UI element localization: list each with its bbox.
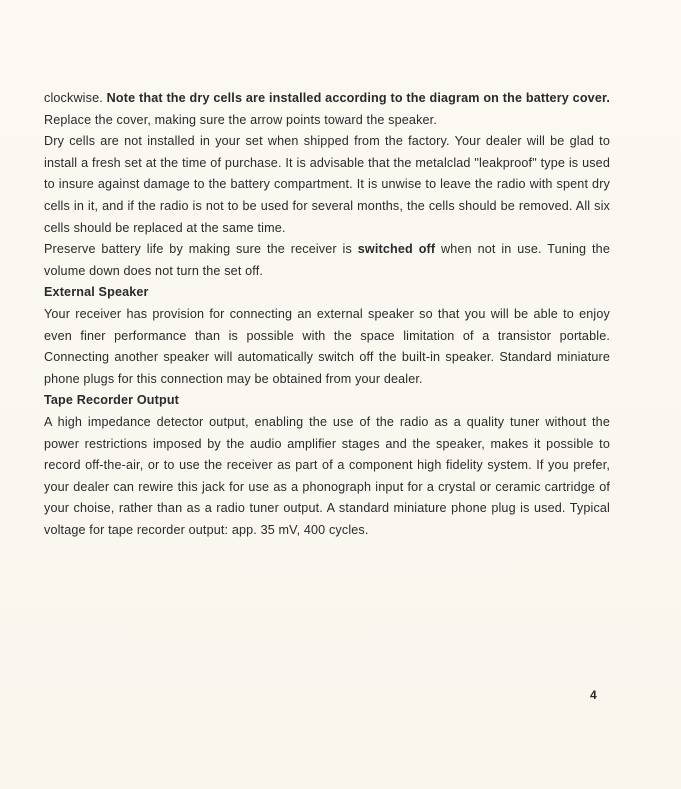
external-speaker-paragraph: Your receiver has provision for connecting an external speaker so that you will be able to enjoy even finer performance than is possible with the space limitation of a transistor portable. Connecting another speaker will automatically switch off the built-in speaker. Standard miniature phone plugs for this connection may be obtained from your dealer. xyxy=(44,306,610,386)
preserve-after-text: when not in use. Tuning the volume down does not turn the set off. xyxy=(44,242,610,278)
battery-install-paragraph xyxy=(44,88,610,131)
preserve-battery-paragraph xyxy=(44,239,610,282)
preserve-before-text: Preserve battery life by making sure the receiver is xyxy=(44,242,352,257)
external-speaker-heading: External Speaker xyxy=(44,285,149,300)
switched-off-emphasis: switched off xyxy=(357,242,436,257)
battery-cover-note: Note that the dry cells are installed according to the diagram on the battery cover. xyxy=(106,91,610,105)
tape-recorder-output-paragraph: A high impedance detector output, enabling the use of the radio as a quality tuner without the power restrictions imposed by the audio amplifier stages and the speaker, makes it possible to record off-the-air, or to use the receiver as part of a component high fidelity system. If you prefer, your dealer can rewire this jack for use as a phonograph input for a crystal or ceramic cartridge of your choise, rather than as a radio tuner output. A standard miniature phone plug is used. Typical voltage for tape recorder output: app. 35 mV, 400 cycles. xyxy=(44,414,610,537)
page-content xyxy=(44,88,610,541)
dry-cells-paragraph: Dry cells are not installed in your set when shipped from the factory. Your dealer will be glad to install a fresh set at the time of purchase. It is advisable that the metalclad "leakproof" type is used to insure against damage to the battery compartment. It is unwise to leave the radio with spent dry cells in it, and if the radio is not to be used for several months, the cells should be removed. All six cells should be replaced at the same time. xyxy=(44,134,610,235)
tape-recorder-output-heading: Tape Recorder Output xyxy=(44,393,180,408)
page-number: 4 xyxy=(590,688,597,702)
intro-line-start: clockwise. xyxy=(44,91,103,105)
replace-cover-text: Replace the cover, making sure the arrow points toward the speaker. xyxy=(44,112,437,127)
